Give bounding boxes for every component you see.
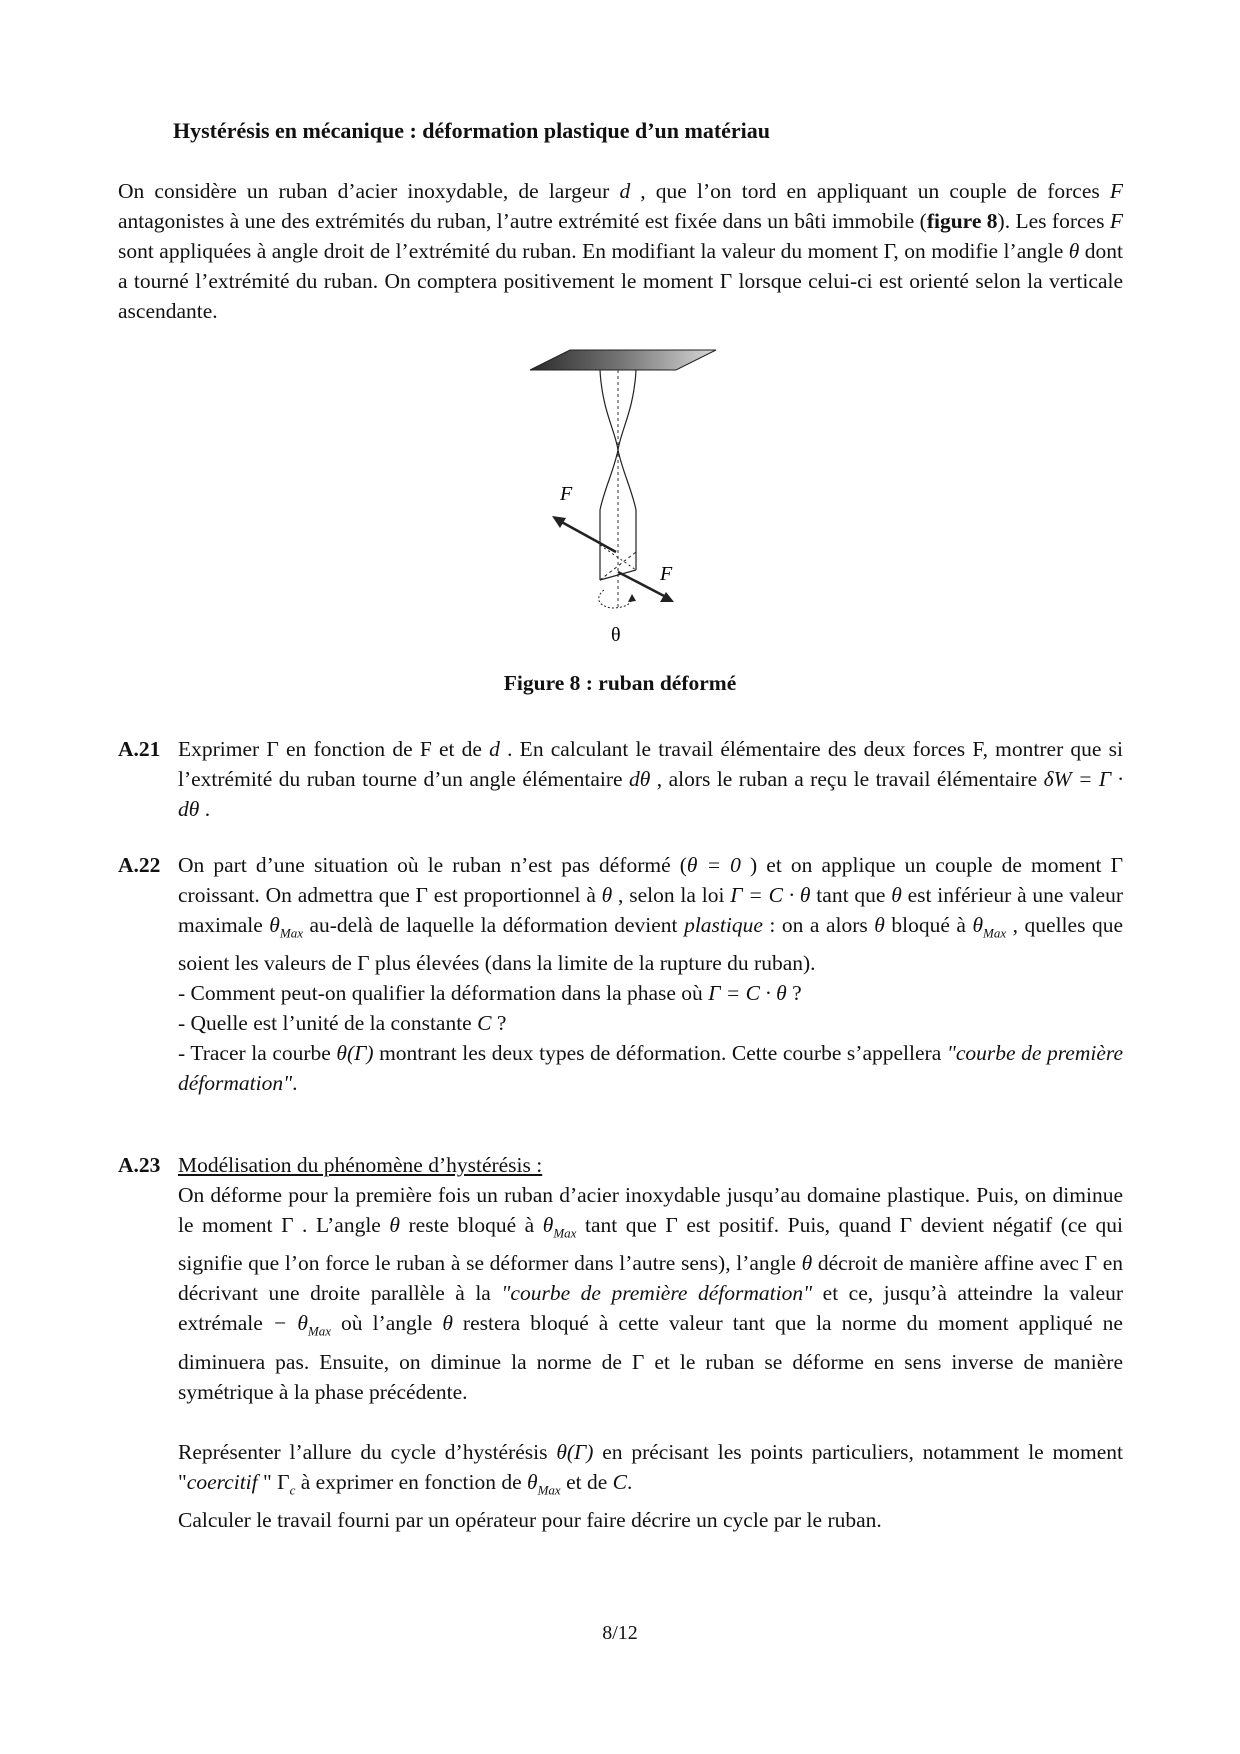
force-arrow-top	[558, 520, 616, 552]
question-a22	[118, 850, 1123, 1098]
question-a23	[118, 1150, 1123, 1535]
section-title: Hystérésis en mécanique : déformation plastique d’un matériau	[173, 118, 771, 143]
bullet-1: - Comment peut-on qualifier la déformation dans la phase où Γ = C · θ ?	[178, 981, 802, 1006]
work-formula: δW = Γ · dθ	[178, 767, 1123, 821]
question-body: Exprimer Γ en fonction de F et de d . En calculant le travail élémentaire des deux forces F, montrer que si l’extrémité du ruban tourne d’un angle élémentaire dθ , alors le ruban a reçu le travail élémentaire δW = Γ · dθ .	[178, 737, 1124, 821]
ribbon-figure	[520, 340, 720, 660]
question-heading: Modélisation du phénomène d’hystérésis :	[178, 1153, 543, 1177]
theta-label: θ	[611, 624, 621, 646]
rotation-arrow	[599, 590, 632, 608]
question-number: A.21	[118, 737, 161, 761]
force-label-top: F	[560, 483, 573, 505]
figure-reference: figure 8	[926, 209, 998, 233]
bullet-3: - Tracer la courbe θ(Γ) montrant les deux types de déformation. Cette courbe s’appellera "courbe de première déformation".	[178, 1041, 1123, 1096]
question-body: On part d’une situation où le ruban n’est pas déformé (θ = 0 ) et on applique un couple de moment Γ croissant. On admettra que Γ est proportionnel à θ , selon la loi Γ = C · θ tant que θ est inférieur à une valeur maximale $\theta_{Max}$ au-delà de laquelle la déformation devient plastique : on a alors θ bloqué à $\theta_{Max}$ , quelles que soient les valeurs de Γ plus élevées (dans la limite de la rupture du ruban). - Comment peut-on qualifier la déformation dans la phase où Γ = C · θ ? - Quelle est l’unité de la constante C ? - Tracer la courbe θ(Γ) montrant les deux types de déformation. Cette courbe s’appellera "courbe de première déformation".	[178, 850, 1123, 1098]
bullet-2: - Quelle est l’unité de la constante C ?	[178, 1011, 507, 1036]
force-label-bottom: F	[660, 563, 673, 585]
intro-paragraph: On considère un ruban d’acier inoxydable, de largeur d , que l’on tord en appliquant un couple de forces F antagonistes à une des extrémités du ruban, l’autre extrémité est fixée dans un bâti immobile (figure 8). Les forces F sont appliquées à angle droit de l’extrémité du ruban. En modifiant la valeur du moment Γ, on modifie l’angle θ dont a tourné l’extrémité du ruban. On comptera positivement le moment Γ lorsque celui-ci est orienté selon la verticale ascendante.	[118, 179, 1124, 323]
question-number: A.22	[118, 853, 161, 877]
figure-caption: Figure 8 : ruban déformé	[503, 671, 737, 695]
question-body: Modélisation du phénomène d’hystérésis : On déforme pour la première fois un ruban d’acier inoxydable jusqu’au domaine plastique. Puis, on diminue le moment Γ . L’angle θ reste bloqué à $\theta_{Max}$ tant que Γ est positif. Puis, quand Γ devient négatif (ce qui signifie que l’on force le ruban à se déformer dans l’autre sens), l’angle θ décroit de manière affine avec Γ en décrivant une droite parallèle à la "courbe de première déformation" et ce, jusqu’à atteindre la valeur extrémale − $\theta_{Max}$ où l’angle θ restera bloqué à cette valeur tant que la norme du moment appliqué ne diminuera pas. Ensuite, on diminue la norme de Γ et le ruban se déforme en sens inverse de manière symétrique à la phase précédente. Représenter l’allure du cycle d’hystérésis θ(Γ) en précisant les points particuliers, notamment le moment "coercitif " $\Gamma_c$ à exprimer en fonction de $\theta_{Max}$ et de C. Calculer le travail fourni par un opérateur pour faire décrire un cycle par le ruban.	[178, 1150, 1123, 1535]
fixed-frame-plate	[530, 350, 716, 370]
question-number: A.23	[118, 1153, 161, 1177]
page-number: 8/12	[602, 1622, 638, 1644]
question-a21	[118, 734, 1123, 824]
